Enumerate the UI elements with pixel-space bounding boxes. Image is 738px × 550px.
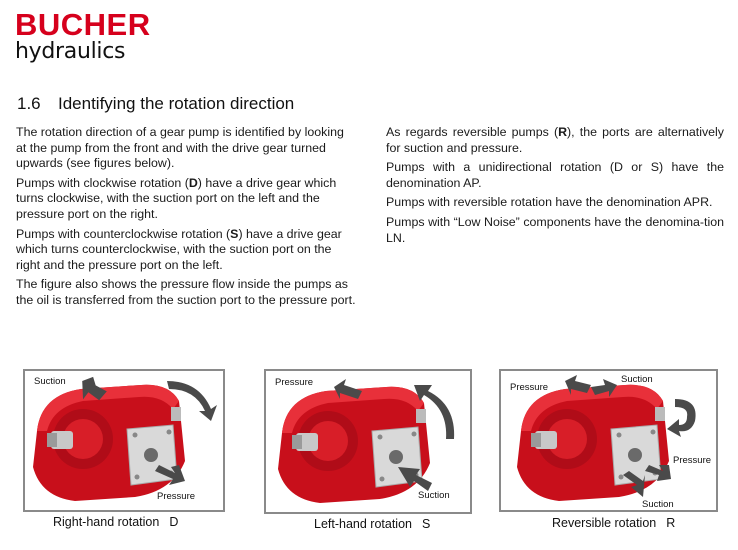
suction-label: Suction — [642, 499, 674, 510]
suction-label: Suction — [418, 490, 450, 501]
brand-logo — [15, 8, 151, 64]
paragraph: The rotation direction of a gear pump is identified by looking at the pump from the front and with the drive gear turned upwards (see figures below). — [16, 125, 344, 171]
paragraph: Pumps with “Low Noise” components have the denomina-tion LN. — [386, 214, 724, 245]
pump-body — [517, 385, 669, 501]
paragraph: Pumps with clockwise rotation (D) have a drive gear which turns clockwise, with the suction port on the left and the pressure port on the right. — [16, 175, 337, 221]
suction-label: Suction — [621, 374, 653, 385]
pressure-label: Pressure — [673, 455, 712, 466]
logo-brand-text: BUCHER — [15, 7, 151, 42]
figure-caption: Left-hand rotation S — [314, 517, 431, 531]
rotation-code: R — [666, 516, 676, 530]
figure-caption: Reversible rotation R — [552, 516, 676, 530]
suction-label: Suction — [34, 376, 66, 387]
section-heading — [17, 94, 294, 114]
rotation-code: S — [422, 517, 431, 531]
figure-caption: Right-hand rotation D — [53, 515, 179, 529]
paragraph: Pumps with a unidirectional rotation (D or S) have the denomination AP. — [386, 160, 724, 190]
section-number: 1.6 — [17, 94, 41, 113]
logo-sub-text: hydraulics — [15, 39, 126, 64]
pump-body — [278, 387, 430, 503]
pressure-label: Pressure — [275, 377, 314, 388]
paragraph: The figure also shows the pressure flow inside the pumps as the oil is transferred from the suction port to the pressure port. — [16, 277, 356, 307]
pressure-label: Pressure — [510, 382, 549, 393]
rotation-code: D — [169, 515, 179, 529]
paragraph: Pumps with reversible rotation have the denomination APR. — [386, 195, 713, 210]
section-title: Identifying the rotation direction — [58, 94, 295, 113]
paragraph: Pumps with counterclockwise rotation (S) have a drive gear which turns counterclockwise, with the suction port on the right and the pressure port on the left. — [16, 226, 342, 272]
paragraph: As regards reversible pumps (R), the ports are alternatively for suction and pressure. — [386, 125, 724, 155]
left-column — [16, 125, 356, 313]
right-column — [386, 125, 724, 250]
pressure-label: Pressure — [157, 491, 196, 502]
pump-body — [33, 385, 185, 501]
rotation-arrow-icon — [667, 399, 696, 437]
